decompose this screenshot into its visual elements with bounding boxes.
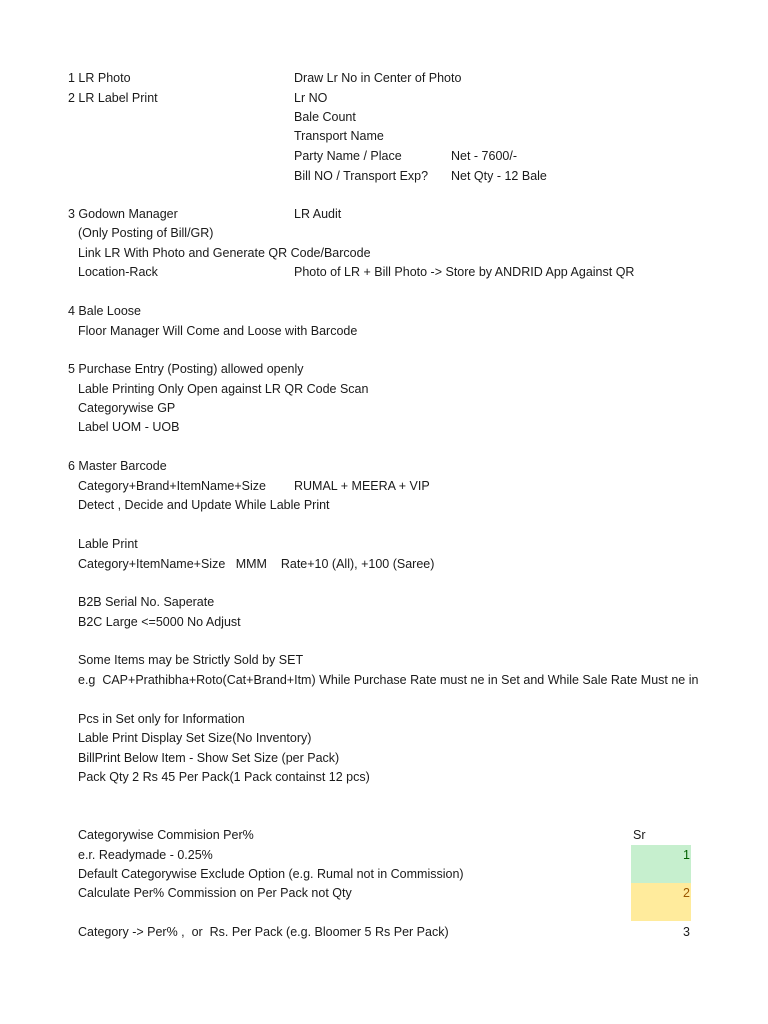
- set-line: Some Items may be Strictly Sold by SET: [78, 653, 304, 667]
- lable-print-line: Category+ItemName+Size MMM Rate+10 (All), +100 (Saree): [78, 557, 435, 571]
- commission-line: e.r. Readymade - 0.25%: [78, 848, 213, 862]
- label-field-party: Party Name / Place: [294, 149, 402, 163]
- commission-heading: Categorywise Commision Per%: [78, 828, 254, 842]
- serial-line: B2B Serial No. Saperate: [78, 595, 215, 609]
- net-qty: Net Qty - 12 Bale: [451, 169, 547, 183]
- item-5-line: Label UOM - UOB: [78, 420, 180, 434]
- item-6-line: Category+Brand+ItemName+Size: [78, 479, 266, 493]
- sr-value-1: 1: [683, 848, 690, 862]
- sr-value-2: 2: [683, 886, 690, 900]
- label-field-lr-no: Lr NO: [294, 91, 328, 105]
- item-3-line: Link LR With Photo and Generate QR Code/Barcode: [78, 246, 371, 260]
- label-field-bill: Bill NO / Transport Exp?: [294, 169, 429, 183]
- item-4-line: Floor Manager Will Come and Loose with Barcode: [78, 324, 358, 338]
- commission-line: Calculate Per% Commission on Per Pack not Qty: [78, 886, 352, 900]
- net-amount: Net - 7600/-: [451, 149, 518, 163]
- pcs-line: BillPrint Below Item - Show Set Size (per Pack): [78, 751, 340, 765]
- lr-audit: LR Audit: [294, 207, 342, 221]
- sr-value-3: 3: [683, 925, 690, 939]
- item-1-note: Draw Lr No in Center of Photo: [294, 71, 462, 85]
- item-6-title: 6 Master Barcode: [68, 459, 167, 473]
- pcs-line: Pcs in Set only for Information: [78, 712, 245, 726]
- item-4-title: 4 Bale Loose: [68, 304, 141, 318]
- item-3-note: Photo of LR + Bill Photo -> Store by ANDRID App Against QR: [294, 265, 635, 279]
- item-6-line: Detect , Decide and Update While Lable Print: [78, 498, 330, 512]
- item-1-title: 1 LR Photo: [68, 71, 131, 85]
- label-field-transport: Transport Name: [294, 129, 384, 143]
- commission-line: Category -> Per% , or Rs. Per Pack (e.g. Bloomer 5 Rs Per Pack): [78, 925, 449, 939]
- pcs-line: Pack Qty 2 Rs 45 Per Pack(1 Pack containst 12 pcs): [78, 770, 370, 784]
- item-3-line: Location-Rack: [78, 265, 158, 279]
- sr-header: Sr: [633, 828, 646, 842]
- item-3-title: 3 Godown Manager: [68, 207, 178, 221]
- set-line: e.g CAP+Prathibha+Roto(Cat+Brand+Itm) While Purchase Rate must ne in Set and While Sale Rate Must ne in: [78, 673, 699, 687]
- item-6-example: RUMAL + MEERA + VIP: [294, 479, 430, 493]
- item-5-line: Lable Printing Only Open against LR QR Code Scan: [78, 382, 369, 396]
- item-2-title: 2 LR Label Print: [68, 91, 158, 105]
- item-5-title: 5 Purchase Entry (Posting) allowed openly: [68, 362, 304, 376]
- lable-print-heading: Lable Print: [78, 537, 138, 551]
- serial-line: B2C Large <=5000 No Adjust: [78, 615, 241, 629]
- item-3-line: (Only Posting of Bill/GR): [78, 226, 214, 240]
- commission-line: Default Categorywise Exclude Option (e.g. Rumal not in Commission): [78, 867, 464, 881]
- item-5-line: Categorywise GP: [78, 401, 176, 415]
- pcs-line: Lable Print Display Set Size(No Inventory): [78, 731, 312, 745]
- label-field-bale-count: Bale Count: [294, 110, 356, 124]
